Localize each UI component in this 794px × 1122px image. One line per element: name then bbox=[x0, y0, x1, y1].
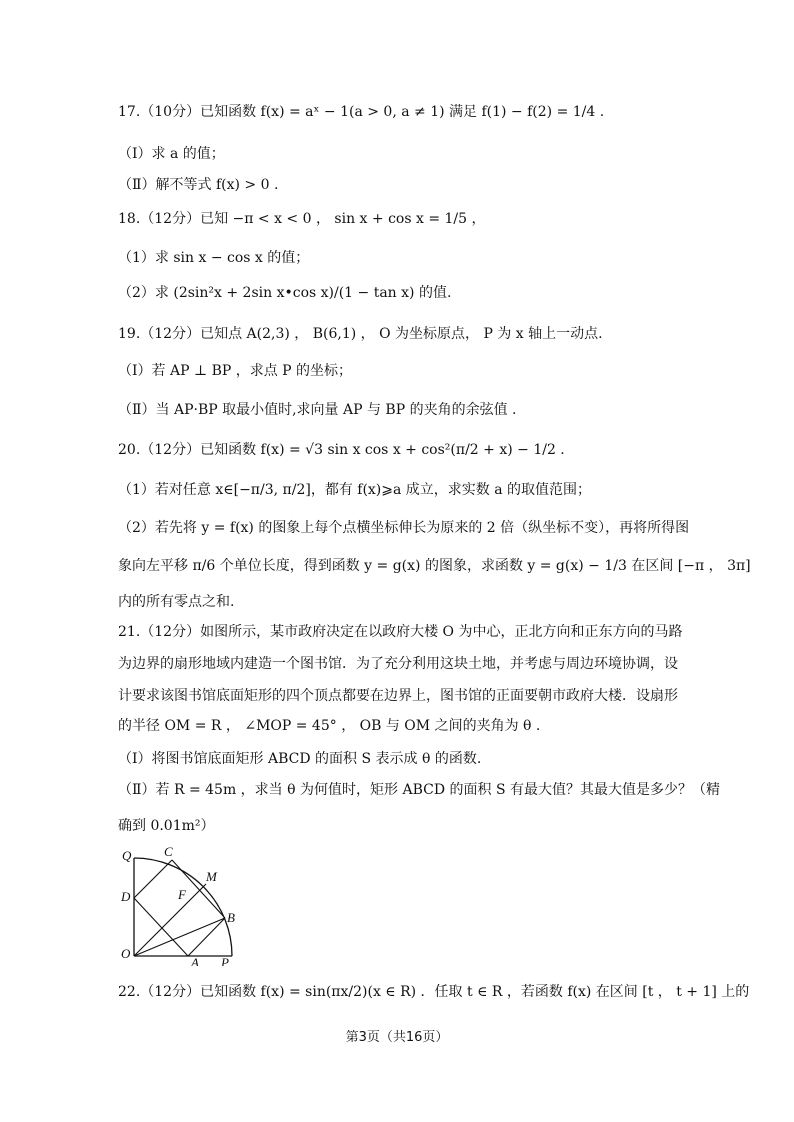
q17-title: 17.（10分）已知函数 f(x) = aˣ − 1(a > 0, a ≠ 1) 满足 f(1) − f(2) = 1/4 . bbox=[118, 104, 605, 120]
label-o: O bbox=[121, 946, 131, 961]
label-d: D bbox=[121, 889, 131, 904]
q21-line3: 计要求该图书馆底面矩形的四个顶点都要在边界上，图书馆的正面要朝市政府大楼．设扇形 bbox=[118, 688, 678, 704]
q21-line2: 为边界的扇形地域内建造一个图书馆．为了充分利用这块土地，并考虑与周边环境协调，设 bbox=[118, 656, 678, 672]
q19-part2: （Ⅱ）当 AP·BP 取最小值时,求向量 AP 与 BP 的夹角的余弦值 . bbox=[118, 402, 517, 418]
q20-part2-line3: 内的所有零点之和. bbox=[118, 594, 235, 610]
q17-part2: （Ⅱ）解不等式 f(x) > 0 . bbox=[118, 177, 279, 193]
sector-diagram bbox=[118, 846, 248, 966]
q20-part1: （1）若对任意 x∈[−π/3, π/2]，都有 f(x)⩾a 成立，求实数 a 的取值范围； bbox=[118, 482, 592, 498]
q21-part1: （Ⅰ）将图书馆底面矩形 ABCD 的面积 S 表示成 θ 的函数. bbox=[118, 751, 482, 767]
label-q: Q bbox=[122, 848, 132, 863]
q20-part2-line1: （2）若先将 y = f(x) 的图象上每个点横坐标伸长为原来的 2 倍（纵坐标不变），再将所得图 bbox=[118, 520, 690, 536]
q20-part2-line2: 象向左平移 π/6 个单位长度，得到函数 y = g(x) 的图象，求函数 y = g(x) − 1/3 在区间 [−π ， 3π] bbox=[118, 558, 751, 574]
q22-title: 22.（12分）已知函数 f(x) = sin(πx/2)(x ∈ R) ．任取 t ∈ R ，若函数 f(x) 在区间 [t ， t + 1] 上的 bbox=[118, 984, 750, 1000]
q19-title: 19.（12分）已知点 A(2,3) ， B(6,1) ， O 为坐标原点， P 为 x 轴上一动点. bbox=[118, 326, 603, 342]
q18-title: 18.（12分）已知 −π < x < 0 ， sin x + cos x = 1/5 ， bbox=[118, 211, 486, 227]
rect-dc bbox=[134, 860, 172, 898]
q19-part1: （Ⅰ）若 AP ⊥ BP ，求点 P 的坐标； bbox=[118, 363, 353, 379]
q21-part2-line1: （Ⅱ）若 R = 45m ，求当 θ 为何值时，矩形 ABCD 的面积 S 有最大值？其最大值是多少？（精 bbox=[118, 782, 720, 798]
label-p: P bbox=[221, 955, 229, 966]
q21-part2-line2: 确到 0.01m²） bbox=[118, 818, 215, 834]
label-m: M bbox=[206, 869, 217, 884]
om-line bbox=[134, 884, 206, 956]
q21-line1: 21.（12分）如图所示，某市政府决定在以政府大楼 O 为中心，正北方向和正东方向的马路 bbox=[118, 624, 683, 640]
q18-part1: （1）求 sin x − cos x 的值； bbox=[118, 250, 310, 266]
label-c: C bbox=[164, 846, 173, 859]
page-footer: 第3页（共16页） bbox=[345, 1030, 449, 1045]
label-f: F bbox=[178, 887, 186, 902]
label-b: B bbox=[227, 910, 235, 925]
q17-part1: （Ⅰ）求 a 的值； bbox=[118, 146, 225, 162]
rect-ba bbox=[188, 918, 225, 956]
q20-title: 20.（12分）已知函数 f(x) = √3 sin x cos x + cos²(π/2 + x) − 1/2 . bbox=[118, 442, 565, 458]
q18-part2: （2）求 (2sin²x + 2sin x•cos x)/(1 − tan x) 的值. bbox=[118, 285, 452, 301]
label-a: A bbox=[191, 955, 199, 966]
q21-line4: 的半径 OM = R ， ∠MOP = 45° ， OB 与 OM 之间的夹角为 θ . bbox=[118, 718, 541, 734]
ob-line bbox=[134, 918, 225, 956]
